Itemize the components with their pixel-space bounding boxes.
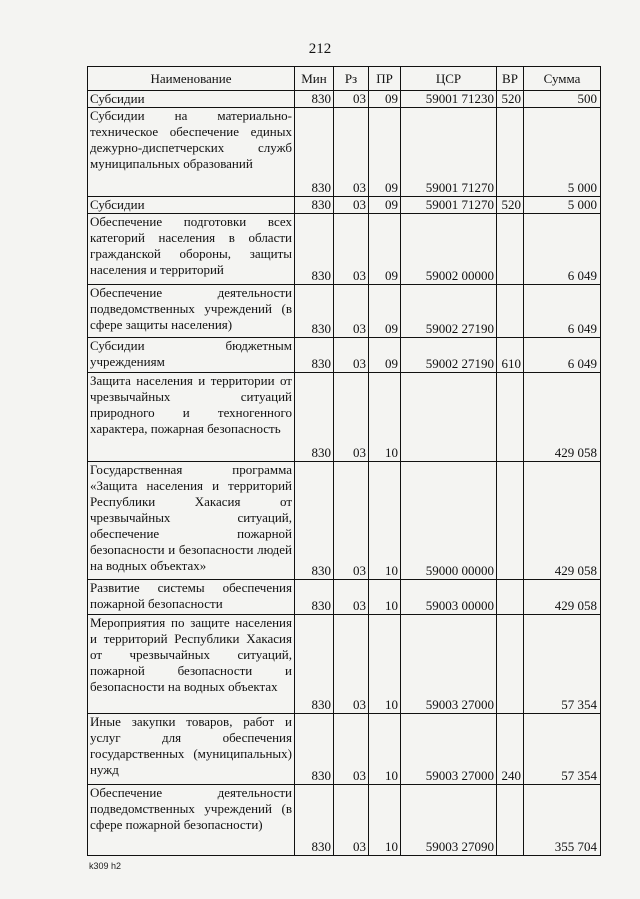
row-csr: 59001 71270 <box>401 108 497 197</box>
row-min: 830 <box>295 108 334 197</box>
row-min: 830 <box>295 338 334 373</box>
row-vr <box>497 373 524 462</box>
row-vr <box>497 785 524 856</box>
row-pr: 09 <box>369 197 401 214</box>
row-vr <box>497 580 524 615</box>
row-pr: 10 <box>369 462 401 580</box>
row-sum: 57 354 <box>524 714 601 785</box>
row-name: Субсидии на материально-техническое обеспечение единых дежурно-диспетчерских служб муниципальных образований <box>88 108 295 197</box>
table-row <box>88 91 601 108</box>
row-pr: 10 <box>369 785 401 856</box>
row-min: 830 <box>295 785 334 856</box>
row-sum: 429 058 <box>524 373 601 462</box>
footer-code: k309 h2 <box>89 861 122 871</box>
row-csr: 59002 27190 <box>401 285 497 338</box>
table-row <box>88 285 601 338</box>
row-vr <box>497 285 524 338</box>
table-row <box>88 197 601 214</box>
row-name: Мероприятия по защите населения и территорий Республики Хакасия от чрезвычайных ситуаций, пожарной безопасности и безопасности на водных объектах <box>88 615 295 714</box>
header-rz: Рз <box>334 67 369 91</box>
table-row <box>88 580 601 615</box>
row-min: 830 <box>295 91 334 108</box>
row-vr <box>497 214 524 285</box>
row-min: 830 <box>295 197 334 214</box>
row-pr: 09 <box>369 214 401 285</box>
row-sum: 5 000 <box>524 108 601 197</box>
row-name: Субсидии бюджетным учреждениям <box>88 338 295 373</box>
header-min: Мин <box>295 67 334 91</box>
row-csr: 59001 71230 <box>401 91 497 108</box>
row-vr <box>497 615 524 714</box>
row-sum: 57 354 <box>524 615 601 714</box>
row-sum: 6 049 <box>524 285 601 338</box>
header-vr: ВР <box>497 67 524 91</box>
row-pr: 10 <box>369 580 401 615</box>
row-pr: 10 <box>369 714 401 785</box>
row-sum: 5 000 <box>524 197 601 214</box>
row-vr: 520 <box>497 197 524 214</box>
row-pr: 09 <box>369 108 401 197</box>
row-rz: 03 <box>334 91 369 108</box>
row-rz: 03 <box>334 108 369 197</box>
row-csr: 59003 27000 <box>401 615 497 714</box>
row-sum: 500 <box>524 91 601 108</box>
row-vr <box>497 108 524 197</box>
row-csr: 59002 00000 <box>401 214 497 285</box>
row-csr: 59003 27000 <box>401 714 497 785</box>
header-sum: Сумма <box>524 67 601 91</box>
header-name: Наименование <box>88 67 295 91</box>
row-rz: 03 <box>334 338 369 373</box>
row-vr: 520 <box>497 91 524 108</box>
row-name: Обеспечение деятельности подведомственных учреждений (в сфере пожарной безопасности) <box>88 785 295 856</box>
row-pr: 10 <box>369 373 401 462</box>
row-rz: 03 <box>334 580 369 615</box>
row-name: Обеспечение подготовки всех категорий населения в области гражданской обороны, защиты населения и территорий <box>88 214 295 285</box>
row-min: 830 <box>295 462 334 580</box>
row-pr: 09 <box>369 338 401 373</box>
row-pr: 10 <box>369 615 401 714</box>
row-name: Субсидии <box>88 197 295 214</box>
row-csr: 59003 00000 <box>401 580 497 615</box>
row-sum: 429 058 <box>524 580 601 615</box>
row-min: 830 <box>295 373 334 462</box>
row-csr <box>401 373 497 462</box>
row-pr: 09 <box>369 91 401 108</box>
row-vr: 240 <box>497 714 524 785</box>
row-sum: 429 058 <box>524 462 601 580</box>
table-row <box>88 373 601 462</box>
header-csr: ЦСР <box>401 67 497 91</box>
page-number: 212 <box>308 41 332 57</box>
row-name: Защита населения и территории от чрезвычайных ситуаций природного и техногенного характера, пожарная безопасность <box>88 373 295 462</box>
row-name: Развитие системы обеспечения пожарной безопасности <box>88 580 295 615</box>
row-rz: 03 <box>334 285 369 338</box>
row-csr: 59002 27190 <box>401 338 497 373</box>
row-vr: 610 <box>497 338 524 373</box>
row-pr: 09 <box>369 285 401 338</box>
row-rz: 03 <box>334 373 369 462</box>
row-min: 830 <box>295 580 334 615</box>
row-sum: 355 704 <box>524 785 601 856</box>
row-name: Государственная программа «Защита населения и территорий Республики Хакасия от чрезвычайных ситуаций, обеспечение пожарной безопасности и безопасности людей на водных объектах» <box>88 462 295 580</box>
row-csr: 59000 00000 <box>401 462 497 580</box>
row-min: 830 <box>295 714 334 785</box>
row-vr <box>497 462 524 580</box>
table-row <box>88 214 601 285</box>
row-rz: 03 <box>334 214 369 285</box>
table-header-row <box>88 67 601 91</box>
row-rz: 03 <box>334 462 369 580</box>
header-pr: ПР <box>369 67 401 91</box>
row-rz: 03 <box>334 615 369 714</box>
row-rz: 03 <box>334 197 369 214</box>
row-rz: 03 <box>334 714 369 785</box>
table-row <box>88 785 601 856</box>
row-min: 830 <box>295 214 334 285</box>
table-row <box>88 108 601 197</box>
row-csr: 59003 27090 <box>401 785 497 856</box>
row-sum: 6 049 <box>524 338 601 373</box>
row-name: Субсидии <box>88 91 295 108</box>
row-min: 830 <box>295 615 334 714</box>
row-rz: 03 <box>334 785 369 856</box>
row-csr: 59001 71270 <box>401 197 497 214</box>
table-row <box>88 615 601 714</box>
row-min: 830 <box>295 285 334 338</box>
budget-table <box>87 66 601 856</box>
row-name: Иные закупки товаров, работ и услуг для обеспечения государственных (муниципальных) нужд <box>88 714 295 785</box>
row-sum: 6 049 <box>524 214 601 285</box>
table-row <box>88 338 601 373</box>
table-row <box>88 462 601 580</box>
table-row <box>88 714 601 785</box>
row-name: Обеспечение деятельности подведомственных учреждений (в сфере защиты населения) <box>88 285 295 338</box>
